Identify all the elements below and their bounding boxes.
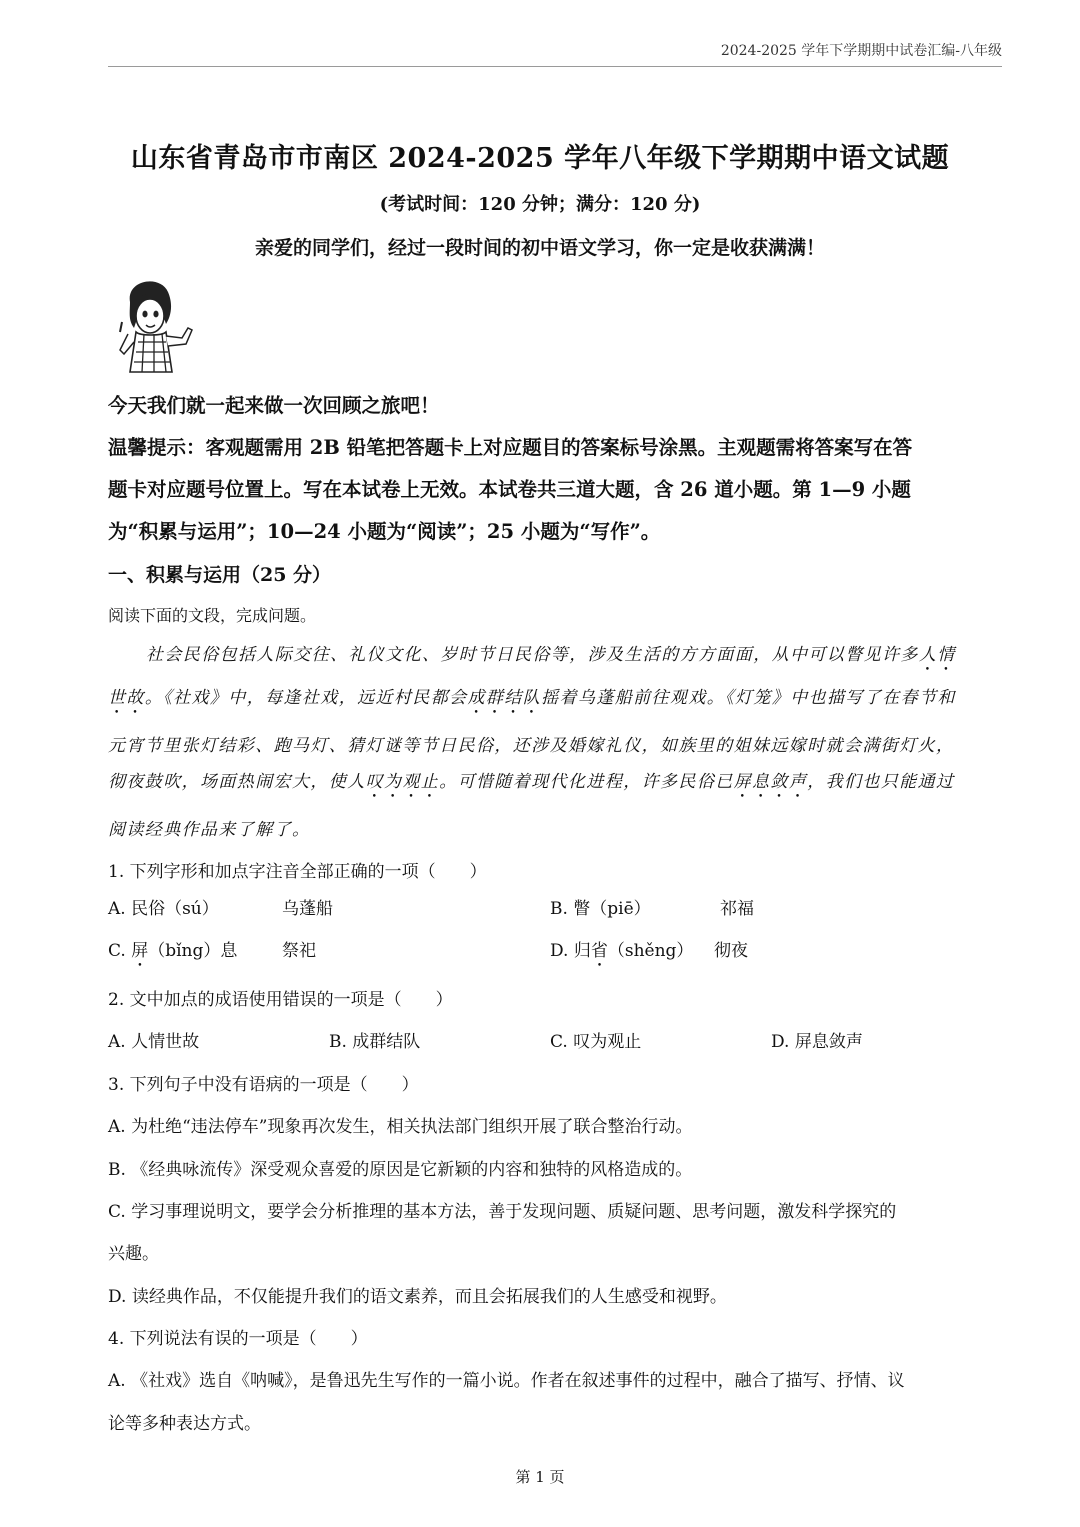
option-text: （bǐng）息 — [148, 941, 238, 961]
q4-option-a-line-2: 论等多种表达方式。 — [108, 1414, 261, 1434]
option-prefix: D. 归 — [550, 941, 591, 961]
q2-option-a: A. 人情世故 — [108, 1032, 200, 1052]
q3-option-b: B. 《经典咏流传》深受观众喜爱的原因是它新颖的内容和独特的风格造成的。 — [108, 1160, 693, 1180]
option-text: （shěng） — [607, 941, 694, 961]
dotted-char: 屏 — [131, 941, 149, 961]
q3-option-a: A. 为杜绝“违法停车”现象再次发生，相关执法部门组织开展了联合整治行动。 — [108, 1117, 693, 1137]
q1-option-a: A. 民俗（sú） — [108, 899, 219, 919]
q1-option-b-word: 祁福 — [720, 899, 754, 919]
passage-line-2 — [108, 683, 956, 718]
passage-line-3: 元宵节里张灯结彩、跑马灯、猜灯谜等节日民俗，还涉及婚嫁礼仪，如族里的姐妹远嫁时就会满街灯火， — [108, 736, 955, 756]
q3-option-d: D. 读经典作品，不仅能提升我们的语文素养，而且会拓展我们的人生感受和视野。 — [108, 1287, 727, 1307]
q1-option-a-word: 乌蓬船 — [282, 899, 333, 919]
passage-text: ，我们也只能通过 — [807, 772, 955, 792]
dotted-char: 省 — [590, 941, 608, 961]
q1-option-c — [108, 936, 237, 971]
q3-option-c-line-2: 兴趣。 — [108, 1244, 159, 1264]
passage-text: 摇着乌蓬船前往观戏。《灯笼》中也描写了在春节和 — [541, 688, 956, 708]
girl-mascot-illustration — [108, 272, 194, 376]
q2-option-b: B. 成群结队 — [329, 1032, 421, 1052]
passage-text: 。《社戏》中，每逢社戏，远近村民都会 — [144, 688, 468, 708]
q2-option-c: C. 叹为观止 — [550, 1032, 642, 1052]
dotted-idiom: 叹为观止 — [365, 772, 440, 792]
question-4-stem: 4. 下列说法有误的一项是（ ） — [108, 1329, 368, 1349]
passage-line-1 — [146, 640, 956, 675]
dotted-idiom: 人情 — [918, 645, 956, 665]
passage-line-4 — [108, 767, 954, 802]
question-1-stem: 1. 下列字形和加点字注音全部正确的一项（ ） — [108, 862, 487, 882]
q4-option-a-line-1: A. 《社戏》选自《呐喊》，是鲁迅先生写作的一篇小说。作者在叙述事件的过程中，融合了描写、抒情、议 — [108, 1371, 905, 1391]
intro-line: 今天我们就一起来做一次回顾之旅吧！ — [108, 394, 440, 417]
tips-line-2: 题卡对应题号位置上。写在本试卷上无效。本试卷共三道大题，含 26 道小题。第 1—9 小题 — [108, 478, 911, 501]
passage-text: 社会民俗包括人际交往、礼仪文化、岁时节日民俗等，涉及生活的方方面面，从中可以瞥见许多 — [146, 645, 919, 665]
running-header: 2024-2025 学年下学期期中试卷汇编-八年级 — [720, 43, 1002, 59]
page-number: 第 1 页 — [515, 1468, 565, 1486]
dotted-idiom: 屏息敛声 — [733, 772, 808, 792]
q1-option-d-word: 彻夜 — [714, 941, 748, 961]
dotted-idiom: 世故 — [108, 688, 145, 708]
question-2-stem: 2. 文中加点的成语使用错误的一项是（ ） — [108, 990, 453, 1010]
reading-instruction: 阅读下面的文段，完成问题。 — [108, 606, 317, 625]
passage-line-5: 阅读经典作品来了解了。 — [108, 820, 311, 840]
exam-title: 山东省青岛市市南区 2024-2025 学年八年级下学期期中语文试题 — [130, 143, 950, 174]
q1-option-c-word: 祭祀 — [282, 941, 316, 961]
dotted-idiom: 成群结队 — [467, 688, 542, 708]
q3-option-c-line-1: C. 学习事理说明文，要学会分析推理的基本方法，善于发现问题、质疑问题、思考问题，激发科学探究的 — [108, 1202, 897, 1222]
section-heading: 一、积累与运用（25 分） — [108, 564, 332, 586]
exam-subtitle: (考试时间：120 分钟；满分：120 分) — [379, 194, 701, 215]
q2-option-d: D. 屏息敛声 — [771, 1032, 863, 1052]
q1-option-d — [550, 936, 693, 971]
tips-line-1: 温馨提示：客观题需用 2B 铅笔把答题卡上对应题目的答案标号涂黑。主观题需将答案写在答 — [108, 436, 913, 459]
passage-text: 。可惜随着现代化进程，许多民俗已 — [439, 772, 734, 792]
option-prefix: C. — [108, 941, 132, 961]
q1-option-b: B. 瞥（piē） — [550, 899, 651, 919]
tips-line-3: 为“积累与运用”；10—24 小题为“阅读”；25 小题为“写作”。 — [108, 520, 661, 543]
header-divider — [108, 66, 1002, 67]
greeting-line: 亲爱的同学们，经过一段时间的初中语文学习，你一定是收获满满！ — [254, 237, 825, 259]
passage-text: 彻夜鼓吹，场面热闹宏大，使人 — [108, 772, 366, 792]
question-3-stem: 3. 下列句子中没有语病的一项是（ ） — [108, 1075, 419, 1095]
